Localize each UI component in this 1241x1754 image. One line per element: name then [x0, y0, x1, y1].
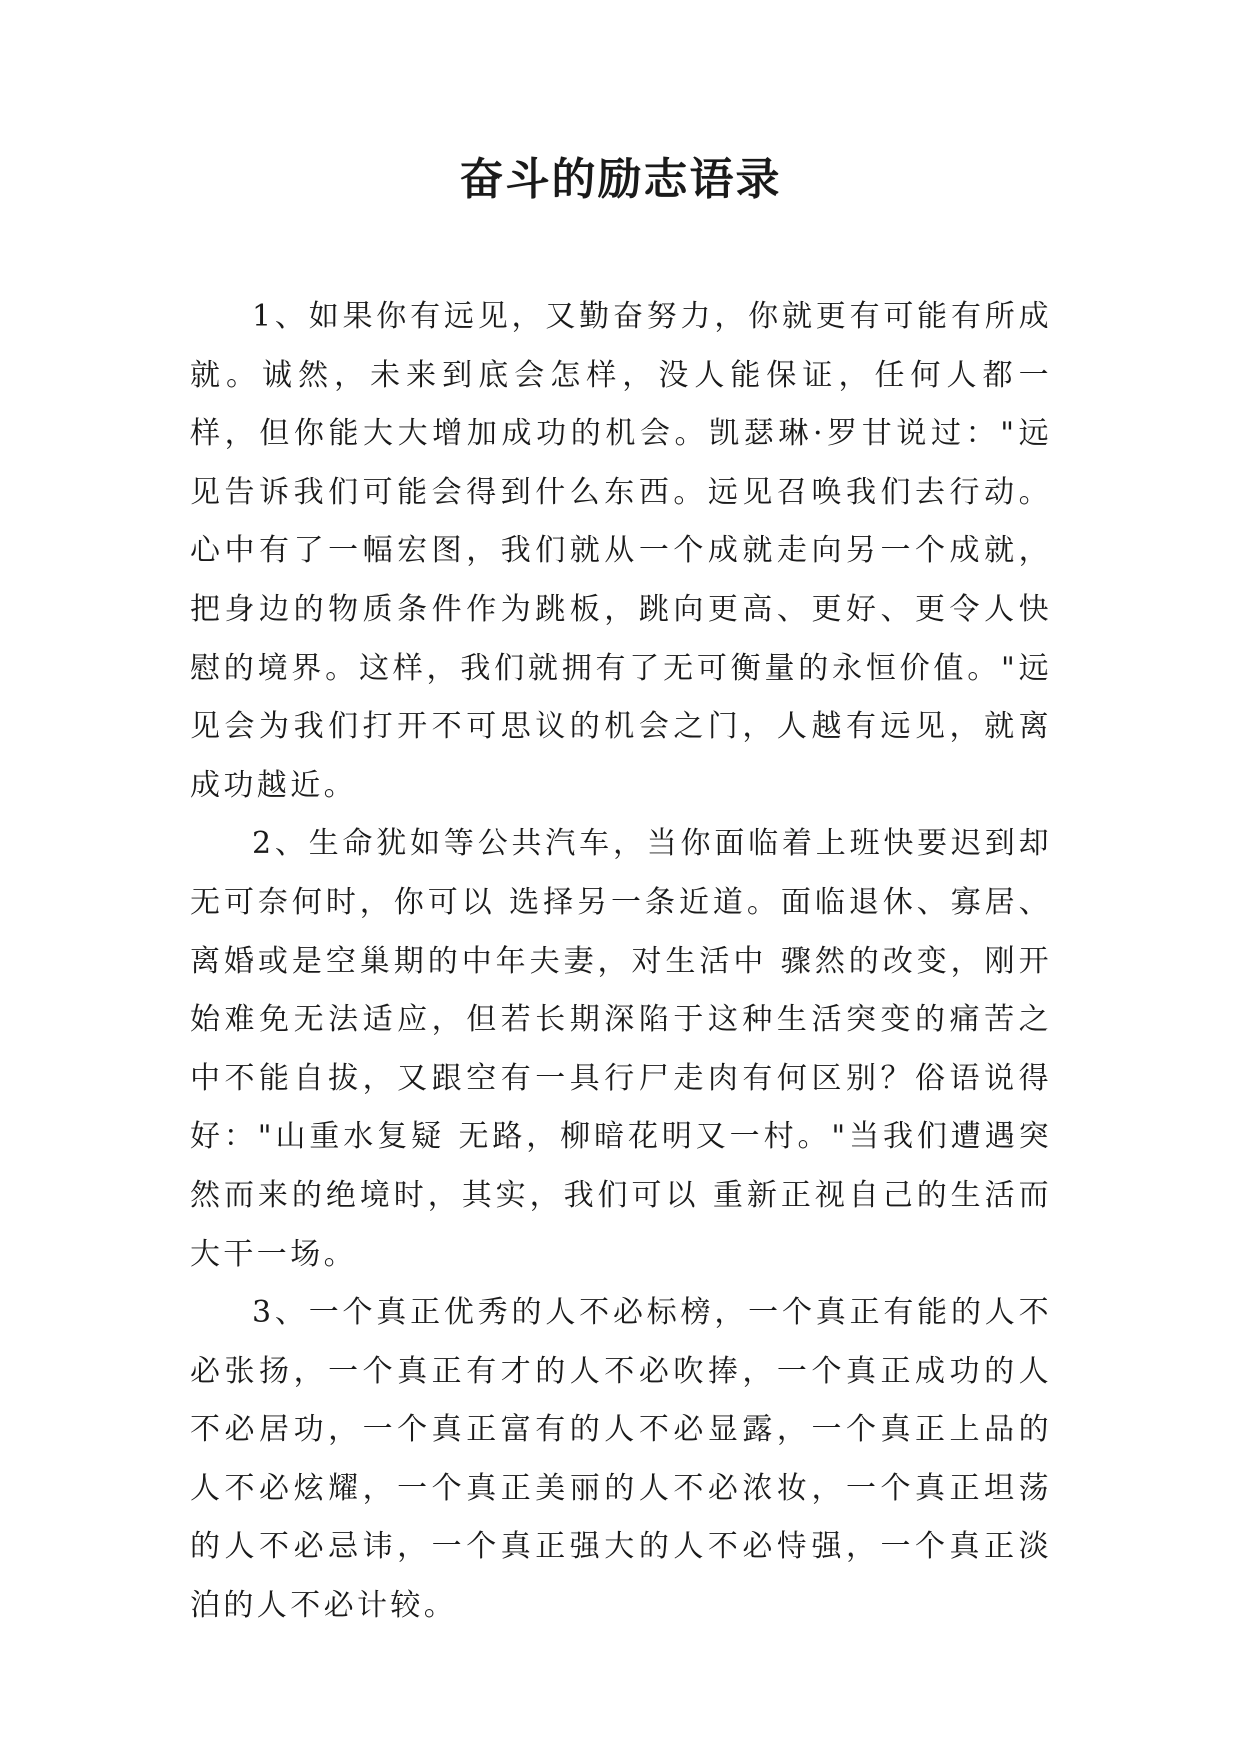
paragraph-1: 1、如果你有远见，又勤奋努力，你就更有可能有所成就。诚然，未来到底会怎样，没人能保证，任何人都一样，但你能大大增加成功的机会。凯瑟琳·罗甘说过："远见告诉我们可能会得到什么东西。远见召唤我们去行动。心中有了一幅宏图，我们就从一个成就走向另一个成就，把身边的物质条件作为跳板，跳向更高、更好、更令人快慰的境界。这样，我们就拥有了无可衡量的永恒价值。"远见会为我们打开不可思议的机会之门，人越有远见，就离成功越近。: [190, 299, 1052, 803]
document-body: [190, 288, 1052, 1636]
paragraph-3: 3、一个真正优秀的人不必标榜，一个真正有能的人不必张扬，一个真正有才的人不必吹捧，一个真正成功的人不必居功，一个真正富有的人不必显露，一个真正上品的人不必炫耀，一个真正美丽的人不必浓妆，一个真正坦荡的人不必忌讳，一个真正强大的人不必恃强，一个真正淡泊的人不必计较。: [190, 1295, 1052, 1624]
paragraph-2: 2、生命犹如等公共汽车，当你面临着上班快要迟到却无可奈何时，你可以 选择另一条近道。面临退休、寡居、离婚或是空巢期的中年夫妻，对生活中 骤然的改变，刚开始难免无法适应，但若长期深陷于这种生活突变的痛苦之中不能自拔，又跟空有一具行尸走肉有何区别？俗语说得好："山重水复疑 无路，柳暗花明又一村。"当我们遭遇突然而来的绝境时，其实，我们可以 重新正视自己的生活而大干一场。: [190, 826, 1052, 1272]
document-title: 奋斗的励志语录: [459, 154, 782, 205]
